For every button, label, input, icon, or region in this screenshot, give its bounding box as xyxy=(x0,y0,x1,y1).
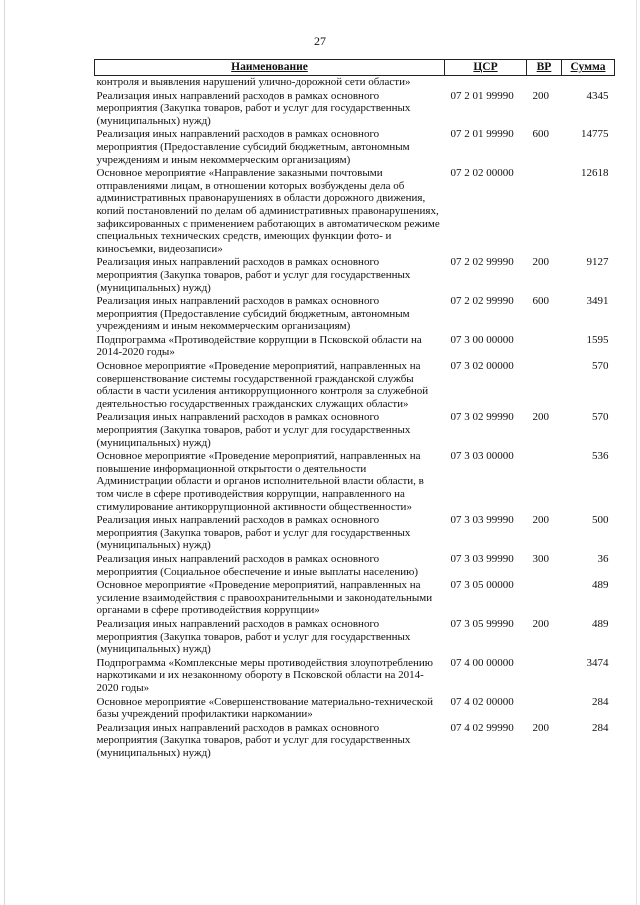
cell-csr: 07 2 02 99990 xyxy=(450,256,514,269)
cell-vr: 600 xyxy=(532,295,549,308)
cell-name: Реализация иных направлений расходов в рамках основного мероприятия (Предоставление субсидий бюджетным, автономным учреждениям и иным некоммерческим организациям) xyxy=(96,128,410,166)
cell-sum: 570 xyxy=(592,360,609,373)
table-row xyxy=(95,696,615,722)
cell-name: Реализация иных направлений расходов в рамках основного мероприятия (Закупка товаров, работ и услуг для государственных (муниципальных) нужд) xyxy=(96,514,411,552)
cell-csr: 07 4 02 99990 xyxy=(450,721,514,734)
header-name: Наименование xyxy=(95,60,445,76)
cell-name: Основное мероприятие «Направление заказными почтовыми отправлениями лицам, в отношении которых возбуждены дела об административных правонарушениях в области дорожного движения, копий постановлений по делам об административных правонарушениях, зафиксированных с применением работающих в автоматическом режиме специальных технических средств, имеющих функции фото- и киносъемки, видеозаписи» xyxy=(96,167,440,255)
table-row xyxy=(95,450,615,514)
cell-sum: 3474 xyxy=(586,656,609,669)
scan-edge-right xyxy=(636,0,637,905)
scan-edge-left xyxy=(4,0,5,905)
cell-vr: 200 xyxy=(532,721,549,734)
table-header-row xyxy=(95,60,615,76)
cell-sum: 570 xyxy=(592,411,609,424)
table-row xyxy=(95,579,615,618)
cell-csr: 07 3 03 99990 xyxy=(450,552,514,565)
cell-sum: 14775 xyxy=(581,128,609,141)
cell-name: Реализация иных направлений расходов в рамках основного мероприятия (Закупка товаров, работ и услуг для государственных (муниципальных) нужд) xyxy=(96,721,411,759)
cell-vr xyxy=(527,450,562,514)
table-body xyxy=(95,76,615,761)
cell-sum: 284 xyxy=(592,721,609,734)
cell-name: Реализация иных направлений расходов в рамках основного мероприятия (Закупка товаров, работ и услуг для государственных (муниципальных) нужд) xyxy=(96,411,411,449)
page-number: 27 xyxy=(314,34,326,48)
table-row xyxy=(95,76,615,90)
cell-vr xyxy=(527,360,562,411)
cell-csr: 07 3 05 00000 xyxy=(450,579,514,592)
table-row xyxy=(95,360,615,411)
table-row xyxy=(95,90,615,129)
budget-table xyxy=(94,59,615,760)
cell-sum: 3491 xyxy=(586,295,609,308)
cell-vr xyxy=(527,334,562,360)
cell-vr: 200 xyxy=(532,411,549,424)
table-row xyxy=(95,295,615,334)
cell-sum: 1595 xyxy=(586,333,609,346)
cell-vr xyxy=(527,579,562,618)
cell-vr xyxy=(527,76,562,90)
header-vr: ВР xyxy=(527,60,562,76)
cell-name: Реализация иных направлений расходов в рамках основного мероприятия (Закупка товаров, работ и услуг для государственных (муниципальных) нужд) xyxy=(96,617,411,656)
cell-sum: 9127 xyxy=(586,256,609,269)
table-row xyxy=(95,722,615,761)
cell-sum: 284 xyxy=(592,695,609,708)
cell-vr xyxy=(527,657,562,696)
cell-name: Подпрограмма «Комплексные меры противодействия злоупотреблению наркотиками и их незаконному обороту в Псковской области на 2014-2020 годы» xyxy=(96,656,433,694)
cell-sum: 12618 xyxy=(581,167,609,180)
cell-sum: 536 xyxy=(592,450,609,463)
cell-csr: 07 3 05 99990 xyxy=(450,617,514,630)
cell-csr: 07 4 00 00000 xyxy=(450,656,514,669)
header-sum: Сумма xyxy=(562,60,615,76)
cell-sum: 489 xyxy=(592,617,609,630)
cell-csr: 07 3 03 99990 xyxy=(450,514,514,527)
table-row xyxy=(95,657,615,696)
cell-vr xyxy=(527,696,562,722)
cell-csr xyxy=(445,76,527,90)
cell-csr: 07 3 00 00000 xyxy=(450,333,514,346)
cell-vr: 600 xyxy=(532,128,549,141)
table-row xyxy=(95,128,615,167)
cell-csr: 07 3 03 00000 xyxy=(450,450,514,463)
cell-vr: 300 xyxy=(532,552,549,565)
table-row xyxy=(95,514,615,553)
cell-csr: 07 2 01 99990 xyxy=(450,128,514,141)
cell-name: Основное мероприятие «Проведение мероприятий, направленных на повышение информационной открытости о деятельности Администрации области и органов исполнительной власти области, в том числе в сфере противодействия коррупции, направленного на стимулирование антикоррупционной активности общественности» xyxy=(96,450,424,513)
cell-name: Подпрограмма «Противодействие коррупции в Псковской области на 2014-2020 годы» xyxy=(96,333,422,359)
table-row xyxy=(95,334,615,360)
cell-csr: 07 2 02 00000 xyxy=(450,167,514,180)
cell-sum: 489 xyxy=(592,579,609,592)
cell-name: Основное мероприятие «Проведение мероприятий, направленных на совершенствование системы государственной гражданской службы области в части усиления антикоррупционного контроля за служебной деятельностью государственных гражданских служащих области» xyxy=(96,360,429,410)
cell-name: Основное мероприятие «Проведение мероприятий, направленных на усиление взаимодействия с правоохранительными и законодательными органами в сфере противодействия коррупции» xyxy=(96,579,433,617)
table-row xyxy=(95,553,615,579)
cell-name: Реализация иных направлений расходов в рамках основного мероприятия (Предоставление субсидий бюджетным, автономным учреждениям и иным некоммерческим организациям) xyxy=(96,295,410,333)
cell-vr xyxy=(527,167,562,256)
cell-sum: 4345 xyxy=(586,89,609,102)
cell-sum xyxy=(562,76,615,90)
cell-sum: 500 xyxy=(592,514,609,527)
cell-vr: 200 xyxy=(532,256,549,269)
cell-name: Реализация иных направлений расходов в рамках основного мероприятия (Закупка товаров, работ и услуг для государственных (муниципальных) нужд) xyxy=(96,89,411,127)
cell-csr: 07 3 02 99990 xyxy=(450,411,514,424)
table-row xyxy=(95,618,615,657)
cell-name: Реализация иных направлений расходов в рамках основного мероприятия (Социальное обеспечение и иные выплаты населению) xyxy=(96,552,419,578)
cell-name: Основное мероприятие «Совершенствование материально-технической базы учреждений профилактики наркомании» xyxy=(96,695,433,721)
cell-csr: 07 3 02 00000 xyxy=(450,360,514,373)
header-csr: ЦСР xyxy=(445,60,527,76)
cell-name: контроля и выявления нарушений улично-дорожной сети области» xyxy=(96,76,411,88)
cell-csr: 07 2 02 99990 xyxy=(450,295,514,308)
cell-sum: 36 xyxy=(597,552,609,565)
cell-vr: 200 xyxy=(532,617,549,630)
table-row xyxy=(95,411,615,450)
cell-name: Реализация иных направлений расходов в рамках основного мероприятия (Закупка товаров, работ и услуг для государственных (муниципальных) нужд) xyxy=(96,256,411,294)
table-row xyxy=(95,167,615,256)
cell-vr: 200 xyxy=(532,89,549,102)
cell-csr: 07 2 01 99990 xyxy=(450,89,514,102)
cell-vr: 200 xyxy=(532,514,549,527)
table-row xyxy=(95,256,615,295)
cell-csr: 07 4 02 00000 xyxy=(450,695,514,708)
